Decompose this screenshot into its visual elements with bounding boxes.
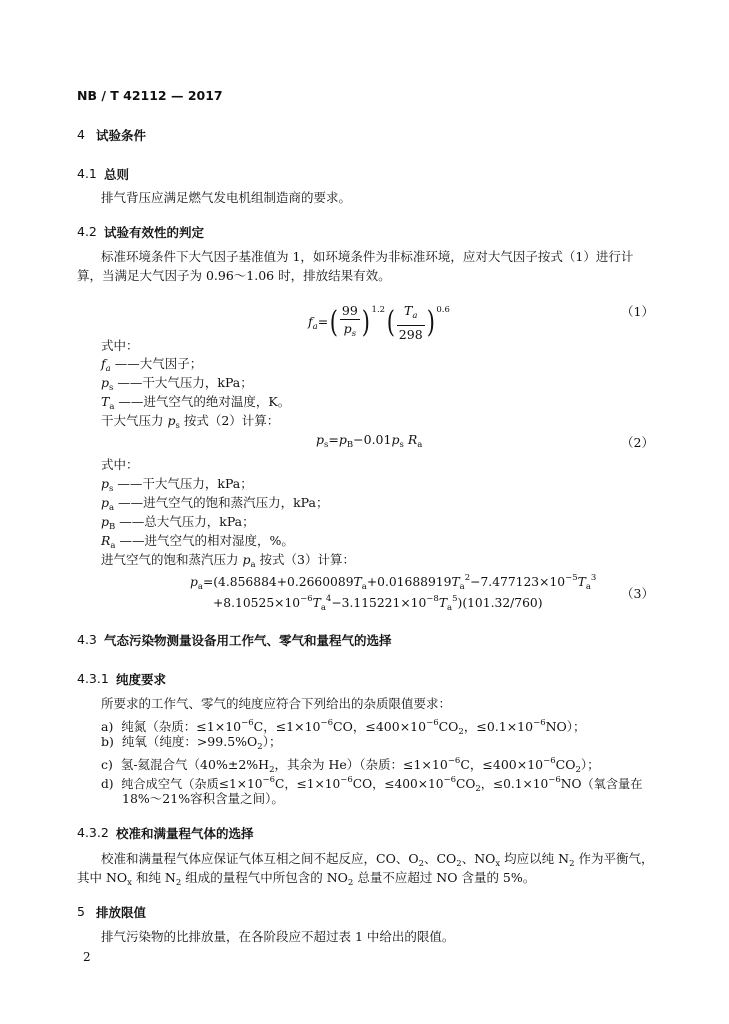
section-title: 校准和满量程气体的选择 xyxy=(116,826,254,841)
paragraph: 排气污染物的比排放量，在各阶段应不超过表 1 中给出的限值。 xyxy=(101,929,455,944)
definition-item: $p_s$ ——干大气压力，kPa； xyxy=(101,375,253,393)
paragraph: 所要求的工作气、零气的纯度应符合下列给出的杂质限值要求： xyxy=(101,696,452,711)
list-item-continuation: 18%～21%容积含量之间）。 xyxy=(122,791,284,806)
list-item: c) 氢-氦混合气（$40\%\pm 2\%H_2$，其余为 He）（杂质：$\le 1\times 10^{-6}C$，$\le 400\times 10^{-6}CO_2$）； xyxy=(101,756,600,775)
list-item: b) 纯氧（纯度：$>99.5\%O_2$）； xyxy=(101,734,282,752)
equation-number: （3） xyxy=(621,586,654,601)
document-id: NB / T 42112 — 2017 xyxy=(77,88,223,103)
section-title: 试验有效性的判定 xyxy=(104,225,205,240)
definition-item: $p_B$ ——总大气压力，kPa； xyxy=(101,514,255,532)
section-number: 4.3 xyxy=(77,632,97,647)
page-number: 2 xyxy=(83,950,91,964)
section-title: 试验条件 xyxy=(96,128,147,143)
paragraph: 算，当满足大气因子为 0.96～1.06 时，排放结果有效。 xyxy=(77,268,391,283)
list-item: d) 纯合成空气（杂质$\le 1\times 10^{-6}C$，$\le 1\times 10^{-6}CO$，$\le 400\times 10^{-6}CO_2$，$\le 0.1\times 10^{-6}NO$（氧含量在 xyxy=(101,775,643,794)
definition-item: $p_a$ ——进气空气的饱和蒸汽压力，kPa； xyxy=(101,495,329,513)
paragraph: 标准环境条件下大气因子基准值为 1，如环境条件为非标准环境，应对大气因子按式（1）进行计 xyxy=(101,249,634,264)
definition-item: $T_a$ ——进气空气的绝对温度，K。 xyxy=(101,394,291,412)
paragraph: 排气背压应满足燃气发电机组制造商的要求。 xyxy=(101,190,352,205)
equation-number: （2） xyxy=(621,435,654,450)
section-number: 4.3.1 xyxy=(77,671,109,686)
section-number: 4.1 xyxy=(77,166,97,181)
equation-2: $p_s=p_B-0.01p_s$ $R_a$ xyxy=(316,432,423,450)
equation-3-line-1: $p_a=(4.856884+0.2660089T_a+0.01688919T_a^2-7.477123\times 10^{-5}T_a^3$ xyxy=(190,573,597,592)
paragraph: 进气空气的饱和蒸汽压力 $p_a$ 按式（3）计算： xyxy=(101,552,356,570)
definition-item: $p_s$ ——干大气压力，kPa； xyxy=(101,476,253,494)
paragraph: 干大气压力 $p_s$ 按式（2）计算： xyxy=(101,413,280,431)
list-item: a) 纯氮（杂质：$\le 1\times 10^{-6}C$，$\le 1\times 10^{-6}CO$，$\le 400\times 10^{-6}CO_2$，$\le 0.1\times 10^{-6}NO$）； xyxy=(101,718,586,737)
definition-item: $R_a$ ——进气空气的相对湿度，%。 xyxy=(101,533,294,551)
section-title: 纯度要求 xyxy=(116,672,167,687)
equation-number: （1） xyxy=(621,304,654,319)
where-label: 式中： xyxy=(101,457,139,472)
where-label: 式中： xyxy=(101,338,139,353)
section-number: 5 xyxy=(77,904,85,919)
section-number: 4.3.2 xyxy=(77,825,109,840)
equation-1: $f_a=$( $\frac{99}{p_s}$ ) $^{1.2}$( $\frac{T_a}{298}$ ) $^{0.6}$ xyxy=(308,303,450,342)
section-number: 4 xyxy=(77,127,85,142)
section-title: 排放限值 xyxy=(96,905,147,920)
definition-item: $f_a$ ——大气因子； xyxy=(101,356,203,374)
section-title: 气态污染物测量设备用工作气、零气和量程气的选择 xyxy=(104,633,392,648)
section-number: 4.2 xyxy=(77,224,97,239)
section-title: 总则 xyxy=(104,167,130,182)
paragraph: 其中 $NO_x$ 和纯 $N_2$ 组成的量程气中所包含的 $NO_2$ 总量不应超过 NO 含量的 5%。 xyxy=(77,870,536,888)
paragraph: 校准和满量程气体应保证气体互相之间不起反应，CO、$O_2$、$CO_2$、$NO_x$ 均应以纯 $N_2$ 作为平衡气， xyxy=(101,851,654,869)
equation-3-line-2: $+8.10525\times 10^{-6}T_a^4-3.115221\times 10^{-8}T_a^5)(101.32/760)$ xyxy=(213,594,543,613)
